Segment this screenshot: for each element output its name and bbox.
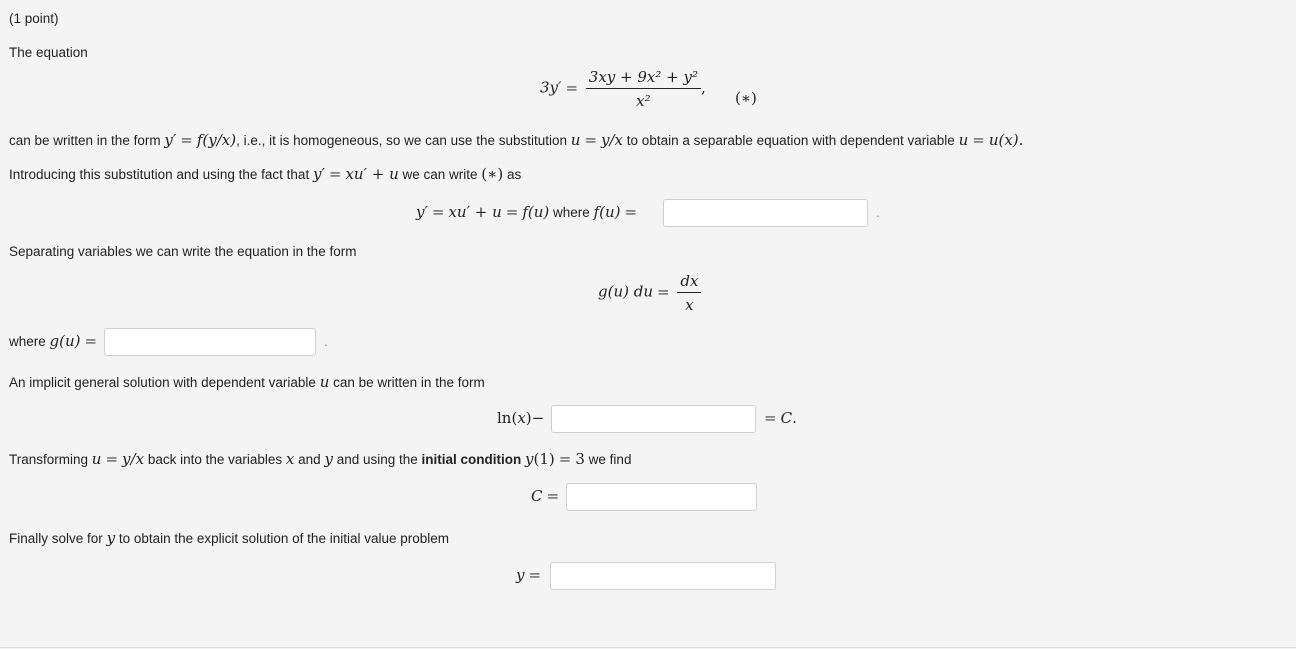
intro-text: The equation <box>9 45 88 60</box>
fu-equation: y′ = xu′ + u = f(u) where f(u) = <box>416 203 638 221</box>
paragraph-substitution: Introducing this substitution and using the fact that y′ = xu′ + u we can write (∗) as <box>9 165 522 183</box>
paragraph-transform: Transforming u = y/x back into the variables x and y and using the initial condition y(1) = 3 we find <box>9 450 632 468</box>
paragraph-implicit: An implicit general solution with dependent variable u can be written in the form <box>9 373 485 391</box>
g-of-u-input[interactable] <box>104 328 316 356</box>
c-label: C = <box>531 487 560 505</box>
period-mark: . <box>324 334 328 349</box>
f-of-u-input[interactable] <box>663 199 868 227</box>
initial-condition-bold: initial condition <box>421 452 522 467</box>
paragraph-separating: Separating variables we can write the equation in the form <box>9 244 357 259</box>
separable-form: g(u) du = $\frac{dx}{x}$ <box>598 272 701 314</box>
c-input[interactable] <box>566 483 757 511</box>
points-label: (1 point) <box>9 11 59 26</box>
period-mark: . <box>876 205 880 220</box>
bottom-border <box>0 647 1296 648</box>
paragraph-homogeneous: can be written in the form y′ = f(y/x), i.e., it is homogeneous, so we can use the substitution u = y/x to obtain a separable equation with dependent variable u = u(x). <box>9 131 1024 149</box>
y-input[interactable] <box>550 562 776 590</box>
g-of-u-label: where g(u) = <box>9 332 98 350</box>
paragraph-explicit: Finally solve for y to obtain the explicit solution of the initial value problem <box>9 529 450 547</box>
implicit-right: = C. <box>764 409 797 427</box>
implicit-solution-input[interactable] <box>551 405 756 433</box>
y-label: y = <box>516 566 542 584</box>
equation-fraction: $\frac{\text{3xy + 9x² + y²}}{\text{x²}}$ <box>586 68 701 110</box>
main-equation: 3y′ = $\frac{\text{3xy + 9x² + y²}}{\text{x²}}$ , <box>540 68 706 110</box>
equation-tag: (∗) <box>735 89 757 107</box>
implicit-left: ln(x)− <box>497 409 545 427</box>
